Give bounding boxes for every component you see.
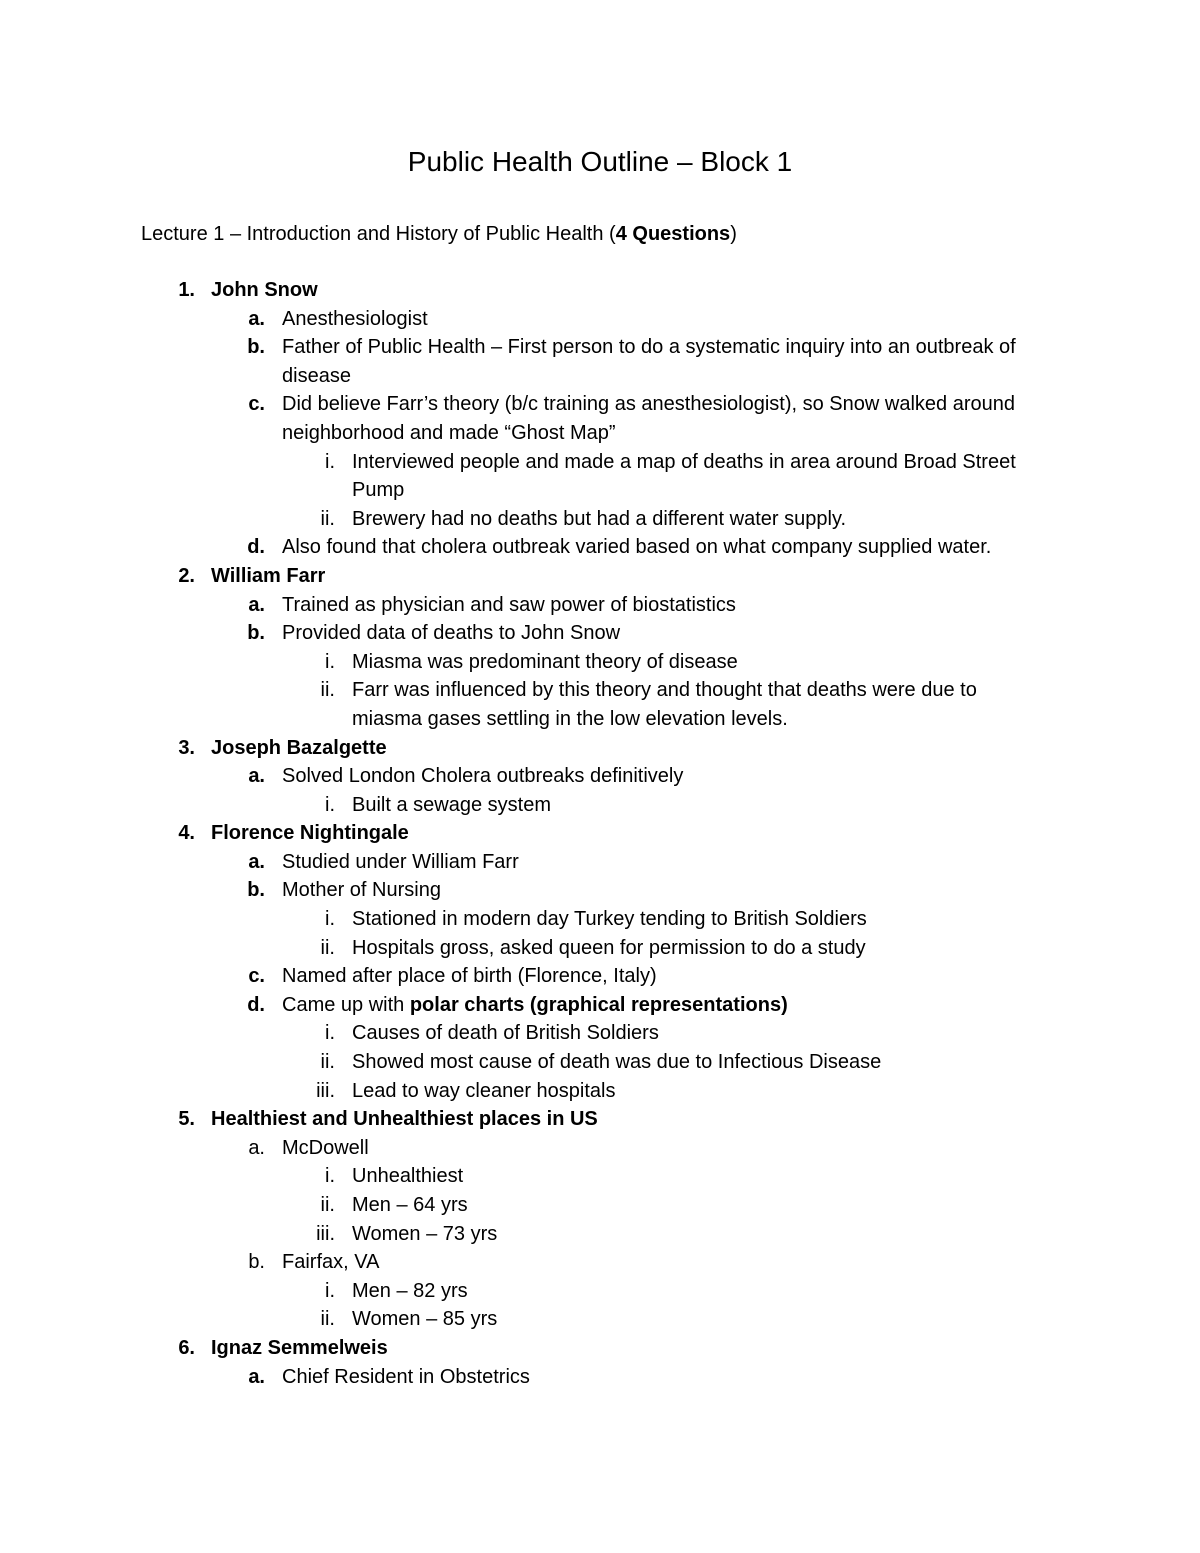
outline-subitem <box>0 505 1200 534</box>
outline-subitem <box>0 1019 1200 1048</box>
subitem-text: Women – 73 yrs <box>352 1222 498 1245</box>
item-text <box>282 762 1072 791</box>
outline-subitem <box>0 1077 1200 1106</box>
subitem-marker: iii. <box>316 1222 335 1245</box>
subitem-text: Lead to way cleaner hospitals <box>352 1079 616 1102</box>
subitem-text: Farr was influenced by this theory and thought that deaths were due to miasma gases settling in the low elevation levels. <box>352 679 977 730</box>
subitem-text: Women – 85 yrs <box>352 1308 498 1331</box>
section-number: 3. <box>178 736 195 759</box>
section-name: Ignaz Semmelweis <box>211 1336 388 1359</box>
outline-item <box>0 333 1200 390</box>
subitem-text: Stationed in modern day Turkey tending to British Soldiers <box>352 908 867 931</box>
item-text-run: McDowell <box>282 1136 369 1159</box>
outline-subitem <box>0 1162 1200 1191</box>
item-text <box>282 390 1072 447</box>
item-marker: b. <box>247 879 265 902</box>
subitem-text: Interviewed people and made a map of deaths in area around Broad Street Pump <box>352 450 1016 502</box>
subitem-text: Hospitals gross, asked queen for permission to do a study <box>352 936 866 959</box>
outline-item <box>0 762 1200 791</box>
outline-subitem <box>0 448 1200 505</box>
outline-item <box>0 848 1200 877</box>
outline-item <box>0 305 1200 334</box>
section-number: 5. <box>178 1108 195 1131</box>
subitem-marker: ii. <box>320 1194 335 1216</box>
outline-section <box>0 734 1200 763</box>
subitem-text: Causes of death of British Soldiers <box>352 1022 659 1045</box>
outline-subitem <box>0 791 1200 820</box>
outline-item <box>0 1134 1200 1163</box>
subitem-text: Men – 82 yrs <box>352 1279 468 1302</box>
outline-section <box>0 1105 1200 1134</box>
item-marker: a. <box>248 1365 265 1388</box>
subitem-text: Built a sewage system <box>352 793 551 816</box>
outline-subitem <box>0 648 1200 677</box>
item-text <box>282 533 1072 562</box>
item-text <box>282 591 1072 620</box>
outline-item <box>0 591 1200 620</box>
subitem-text: Men – 64 yrs <box>352 1194 468 1216</box>
item-text <box>282 619 1072 648</box>
lecture-heading <box>141 219 737 249</box>
subitem-marker: ii. <box>320 507 335 530</box>
lecture-question-count: 4 Questions <box>615 223 731 245</box>
item-text <box>282 305 1072 334</box>
section-number: 2. <box>178 564 195 587</box>
item-text-run: Father of Public Health – First person to do a systematic inquiry into an outbreak of disease <box>282 336 1016 387</box>
item-marker: a. <box>248 593 265 616</box>
item-marker: d. <box>247 993 265 1016</box>
subitem-marker: i. <box>325 1279 335 1302</box>
outline-section <box>0 562 1200 591</box>
subitem-marker: i. <box>325 793 335 816</box>
item-marker: b. <box>247 622 265 645</box>
section-name: Joseph Bazalgette <box>211 736 387 759</box>
outline-section <box>0 276 1200 305</box>
outline-subitem <box>0 1048 1200 1077</box>
item-text <box>282 962 1072 991</box>
item-text-run: Came up with <box>282 993 410 1016</box>
item-text-run: Chief Resident in Obstetrics <box>282 1365 530 1388</box>
item-text <box>282 1363 1072 1392</box>
subitem-marker: ii. <box>320 1051 335 1074</box>
outline-item <box>0 390 1200 447</box>
item-text-run: Solved London Cholera outbreaks definitively <box>282 765 684 788</box>
outline-item <box>0 1248 1200 1277</box>
section-name: John Snow <box>211 279 318 301</box>
document-title: Public Health Outline – Block 1 <box>407 146 793 177</box>
item-text-run: Trained as physician and saw power of biostatistics <box>282 593 736 616</box>
outline-subitem <box>0 1305 1200 1334</box>
item-marker: a. <box>248 850 265 873</box>
outline-section <box>0 819 1200 848</box>
item-text-run: Fairfax, VA <box>282 1251 380 1274</box>
item-text-run: Named after place of birth (Florence, Italy) <box>282 965 657 988</box>
item-text-run: Studied under William Farr <box>282 850 519 873</box>
outline-item <box>0 1363 1200 1392</box>
outline-item <box>0 533 1200 562</box>
subitem-text: Miasma was predominant theory of disease <box>352 650 738 673</box>
item-text <box>282 848 1072 877</box>
subitem-marker: iii. <box>316 1079 335 1102</box>
subitem-marker: i. <box>325 908 335 931</box>
section-name: William Farr <box>211 564 326 587</box>
item-marker: b. <box>247 336 265 359</box>
item-text-run: Anesthesiologist <box>282 307 428 330</box>
subitem-marker: i. <box>325 650 335 673</box>
item-bold-text: polar charts (graphical representations) <box>409 993 788 1016</box>
item-marker: d. <box>247 536 265 559</box>
item-marker: a. <box>248 1136 265 1159</box>
section-name: Florence Nightingale <box>211 822 409 845</box>
subitem-marker: i. <box>325 1165 335 1188</box>
outline-list <box>0 276 1200 1391</box>
section-number: 6. <box>178 1336 195 1359</box>
outline-item <box>0 876 1200 905</box>
outline-subitem <box>0 1191 1200 1220</box>
outline-subitem <box>0 1220 1200 1249</box>
item-text-run: Also found that cholera outbreak varied based on what company supplied water. <box>282 536 992 559</box>
subitem-marker: ii. <box>320 679 335 702</box>
outline-subitem <box>0 1277 1200 1306</box>
section-name: Healthiest and Unhealthiest places in US <box>211 1108 598 1131</box>
outline-item <box>0 991 1200 1020</box>
outline-subitem <box>0 934 1200 963</box>
item-marker: a. <box>248 307 265 330</box>
item-marker: c. <box>248 393 265 416</box>
subitem-text: Showed most cause of death was due to Infectious Disease <box>352 1051 882 1074</box>
section-number: 1. <box>178 279 195 301</box>
item-text <box>282 876 1072 905</box>
item-text-run: Provided data of deaths to John Snow <box>282 622 621 645</box>
item-text <box>282 1134 1072 1163</box>
item-marker: c. <box>248 965 265 988</box>
outline-item <box>0 619 1200 648</box>
item-marker: a. <box>248 765 265 788</box>
lecture-heading-close: ) <box>730 223 737 245</box>
item-text-run: Mother of Nursing <box>282 879 441 902</box>
subitem-marker: ii. <box>320 936 335 959</box>
item-marker: b. <box>248 1251 265 1274</box>
outline-section <box>0 1334 1200 1363</box>
outline-item <box>0 962 1200 991</box>
subitem-marker: i. <box>325 1022 335 1045</box>
item-text <box>282 1248 1072 1277</box>
item-text <box>282 991 1072 1020</box>
outline-subitem <box>0 905 1200 934</box>
subitem-text: Unhealthiest <box>352 1165 464 1188</box>
subitem-marker: ii. <box>320 1308 335 1331</box>
item-text-run: Did believe Farr’s theory (b/c training as anesthesiologist), so Snow walked around neighborhood and made “Ghost Map” <box>282 393 1015 444</box>
subitem-marker: i. <box>325 450 335 473</box>
lecture-heading-text: Lecture 1 – Introduction and History of Public Health ( <box>141 223 616 245</box>
outline-subitem <box>0 676 1200 733</box>
item-text <box>282 333 1072 390</box>
section-number: 4. <box>178 822 195 845</box>
subitem-text: Brewery had no deaths but had a different water supply. <box>352 507 847 530</box>
